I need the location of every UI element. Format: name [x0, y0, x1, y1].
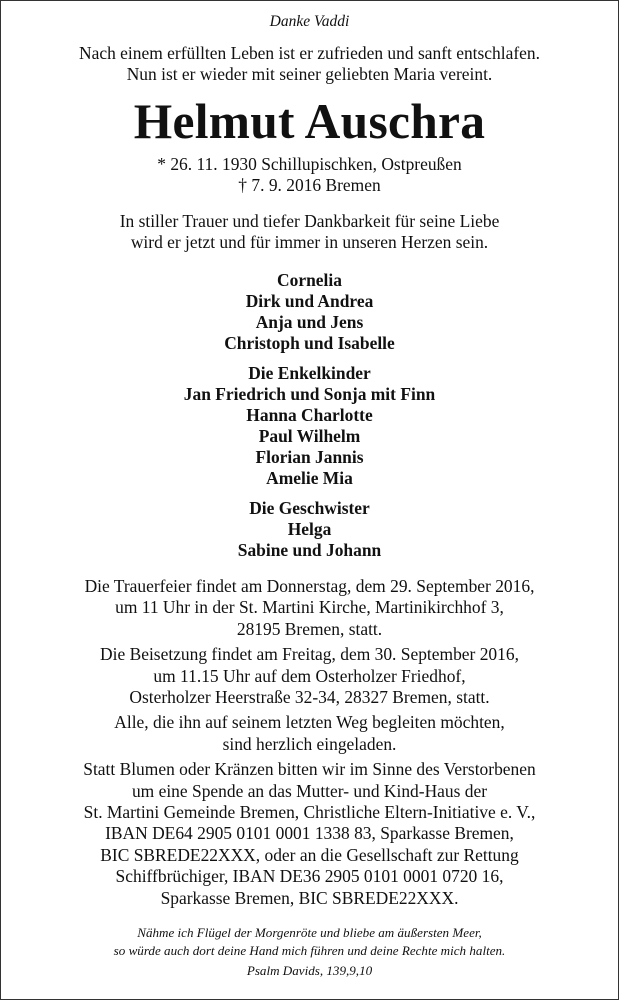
birth-date: * 26. 11. 1930 Schillupischken, Ostpreußen — [157, 154, 462, 174]
notice-line: IBAN DE64 2905 0101 0001 1338 83, Sparkasse Bremen, — [105, 823, 514, 844]
family-grandchildren — [0, 363, 619, 489]
group-heading: Die Geschwister — [249, 498, 370, 518]
mourner-name: Helga — [287, 519, 332, 539]
mourner-name: Paul Wilhelm — [258, 426, 361, 446]
mourner-name: Dirk und Andrea — [245, 291, 374, 311]
notice-line: sind herzlich eingeladen. — [222, 733, 397, 754]
psalm-quote — [0, 924, 619, 960]
notice-line: Statt Blumen oder Kränzen bitten wir im Sinne des Verstorbenen — [83, 759, 536, 780]
mourning-line: wird er jetzt und für immer in unseren Herzen sein. — [130, 232, 489, 252]
mourner-name: Anja und Jens — [255, 312, 364, 332]
intro-line: Nach einem erfüllten Leben ist er zufrieden und sanft entschlafen. — [79, 43, 540, 63]
quote-source: Psalm Davids, 139,9,10 — [246, 963, 373, 979]
notice-line: Die Trauerfeier findet am Donnerstag, dem 29. September 2016, — [84, 576, 535, 596]
notice-line: um 11 Uhr in der St. Martini Kirche, Martinikirchhof 3, — [115, 597, 504, 618]
mourner-name: Cornelia — [277, 270, 342, 290]
mourner-name: Amelie Mia — [266, 468, 353, 488]
funeral-service-info — [0, 576, 619, 640]
notice-line: St. Martini Gemeinde Bremen, Christliche Eltern-Initiative e. V., — [83, 802, 536, 823]
quote-line: so würde auch dort deine Hand mich führen und deine Rechte mich halten. — [113, 943, 506, 959]
mourner-name: Sabine und Johann — [237, 540, 382, 560]
burial-info — [0, 644, 619, 708]
intro-line: Nun ist er wieder mit seiner geliebten Maria vereint. — [126, 64, 493, 84]
notice-line: um eine Spende an das Mutter- und Kind-Haus der — [131, 780, 488, 801]
mourner-name: Florian Jannis — [255, 447, 364, 467]
quote-line: Nähme ich Flügel der Morgenröte und bliebe am äußersten Meer, — [137, 925, 482, 941]
notice-line: BIC SBREDE22XXX, oder an die Gesellschaft zur Rettung — [100, 844, 519, 865]
motto: Danke Vaddi — [269, 13, 350, 30]
notice-line: Sparkasse Bremen, BIC SBREDE22XXX. — [160, 887, 459, 908]
mourning-line: In stiller Trauer und tiefer Dankbarkeit für seine Liebe — [119, 211, 500, 231]
life-dates — [0, 154, 619, 196]
family-siblings — [0, 498, 619, 561]
deceased-name: Helmut Auschra — [133, 94, 486, 149]
mourner-name: Jan Friedrich und Sonja mit Finn — [183, 384, 436, 404]
notice-line: Alle, die ihn auf seinem letzten Weg begleiten möchten, — [114, 712, 505, 733]
notice-line: Osterholzer Heerstraße 32-34, 28327 Bremen, statt. — [129, 687, 490, 708]
family-children — [0, 270, 619, 354]
invitation-text — [0, 712, 619, 755]
mourner-name: Hanna Charlotte — [246, 405, 373, 425]
mourning-text — [0, 211, 619, 253]
death-date: † 7. 9. 2016 Bremen — [238, 175, 381, 195]
notice-line: Schiffbrüchiger, IBAN DE36 2905 0101 0001 0720 16, — [115, 866, 504, 887]
mourner-name: Christoph und Isabelle — [224, 333, 395, 353]
intro-text — [0, 43, 619, 85]
notice-line: um 11.15 Uhr auf dem Osterholzer Friedhof, — [153, 665, 466, 686]
donation-request — [0, 759, 619, 909]
group-heading: Die Enkelkinder — [248, 363, 371, 383]
notice-line: 28195 Bremen, statt. — [236, 618, 383, 639]
notice-line: Die Beisetzung findet am Freitag, dem 30. September 2016, — [100, 644, 519, 665]
